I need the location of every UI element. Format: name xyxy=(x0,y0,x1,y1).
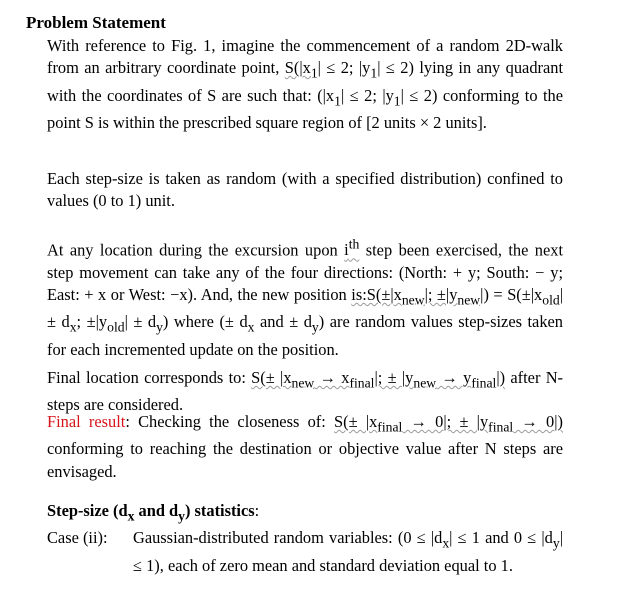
final-location-expression: $S(\pm |x_{new} \to x_{final}|$; ± $|y_{new} \to y_{final}|$) xyxy=(251,368,506,391)
case-text: Gaussian-distributed random variables: ($0 \le |d_x| \le 1$ and $0 \le |d_y| \le 1$), each of zero mean and standard deviation equal to 1. xyxy=(133,528,563,575)
case-ii xyxy=(47,527,563,577)
case-label: Case (ii): xyxy=(47,528,108,548)
problem-statement-heading: Problem Statement xyxy=(26,13,166,32)
paragraph-final-result: Final result: Checking the closeness of: $S(\pm |x_{final} \to 0|$; ± $|y_{final} \to 0|$) conforming to reaching the destination or objective value after N steps are envisaged. xyxy=(47,412,563,481)
paragraph-final-location: Final location corresponds to: $S(\pm |x_{new} \to x_{final}|$; ± $|y_{new} \to y_{final}|$) after N-steps are considered. xyxy=(47,368,563,415)
paragraph-random-walk-start: With reference to Fig. 1, imagine the commencement of a random 2D-walk from an arbitrary coordinate point, $S(|x_1| \le 2$; $|y_1| \le 2$) lying in any quadrant with the coordinates of S are such that: ($|x_1| \le 2$; $|y_1| \le 2$) conforming to the point S is within the prescribed square region of [2 units × 2 units]. xyxy=(47,36,564,133)
new-position-expression: $is:S(\pm|x_{new}|$; $\pm|y_{new}$ xyxy=(351,284,481,308)
point-s-expression: $S(|x_1$ xyxy=(284,58,318,81)
paragraph-step-size: Each step-size is taken as random (with a specified distribution) confined to values (0 to 1) unit. xyxy=(47,169,563,211)
statistics-title: Step-size ($d_x$ and $d_y$) statistics: xyxy=(47,501,260,524)
ith-step: $i^{th}$ xyxy=(344,237,360,260)
final-result-label: Final result xyxy=(47,412,126,431)
final-result-expression: $S(\pm |x_{final} \to 0|$; ± $|y_{final} \to 0|$) xyxy=(334,412,563,435)
paragraph-step-movement: At any location during the excursion upon $i^{th}$ step been exercised, the next step movement can take any of the four directions: (North: + y; South: − y; East: + x or West: −x). And, the new position $is:S(\pm|x_{new}|$; $\pm|y_{new}|) = S(\pm|x_{old}| \pm d_x$; $\pm|y_{old}| \pm d_y$) where (± $d_x$ and ± $d_y$) are random values step-sizes taken for each incremented update on the position. xyxy=(47,237,564,359)
text: With reference to Fig. 1, imagine the commencement of a random 2D-walk from an arbitrary coordinate point, xyxy=(47,36,563,78)
paragraph-step-size-statistics xyxy=(47,500,563,577)
